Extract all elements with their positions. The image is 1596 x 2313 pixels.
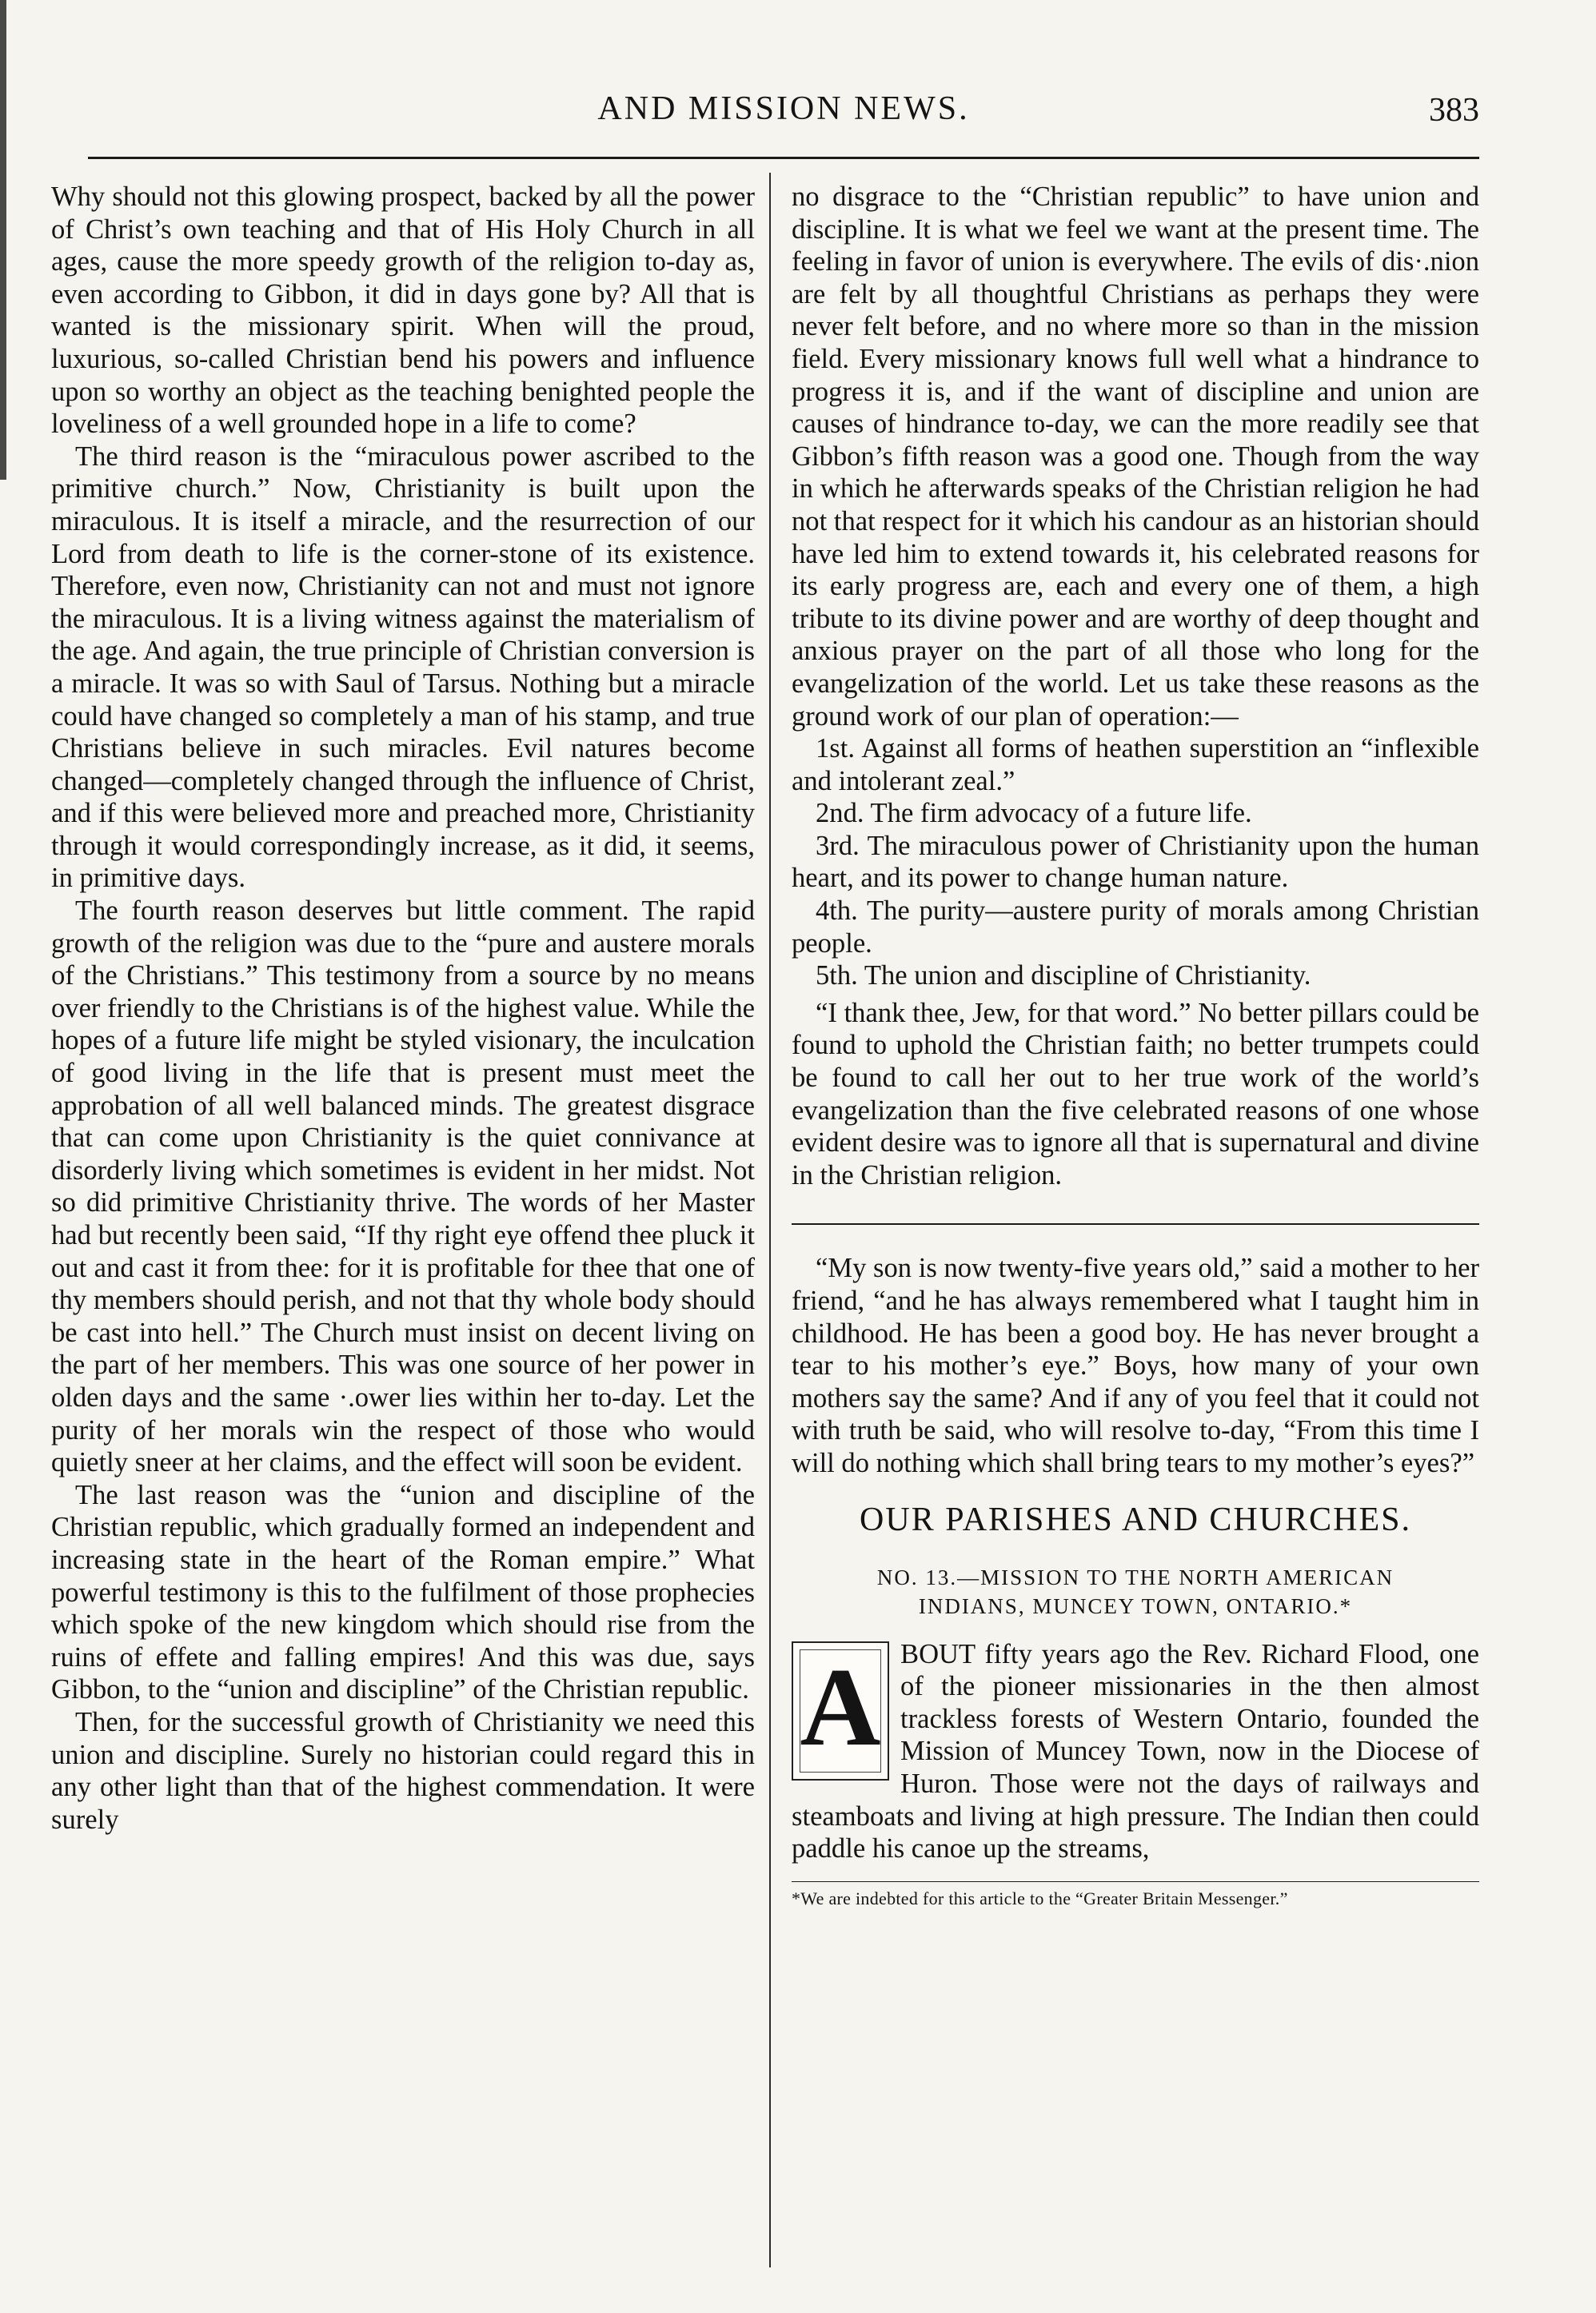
paragraph: The last reason was the “union and discipline of the Christian republic, which gradually formed an independent and increasing state in the heart of the Roman empire.” What powerful testimony is this to the fulfilment of those prophecies which spoke of the new kingdom which should rise from the ruins of effete and falling empires! And this was due, says Gibbon, to the “union and discipline” of the Christian republic. bbox=[51, 1479, 755, 1705]
page-number: 383 bbox=[1429, 92, 1479, 129]
footnote: *We are indebted for this article to the “Greater Britain Messenger.” bbox=[792, 1888, 1288, 1908]
reason-item: 4th. The purity—austere purity of morals among Christian people. bbox=[792, 895, 1479, 959]
dropcap-letter: A bbox=[800, 1645, 881, 1769]
article-body bbox=[792, 1638, 1479, 1865]
anecdote-paragraph: “My son is now twenty-five years old,” said a mother to her friend, “and he has always remembered what I taught him in childhood. He has been a good boy. He has never brought a tear to his mother’s eye.” Boys, how many of your own mothers say the same? And if any of you feel that it could not with truth be said, who will resolve to-day, “From this time I will do nothing which shall bring tears to my mother’s eyes?” bbox=[792, 1253, 1479, 1478]
paragraph: no disgrace to the “Christian republic” to have union and discipline. It is what we feel we want at the present time. The feeling in favor of union is everywhere. The evils of dis·.nion are felt by all thoughtful Christians as perhaps they were never felt before, and no where more so than in the mission field. Every missionary knows full well what a hindrance to progress it is, and if the want of discipline and union are causes of hindrance to-day, we can the more readily see that Gibbon’s fifth reason was a good one. Though from the way in which he afterwards speaks of the Christian religion he had not that respect for it which his candour as an historian should have led him to extend towards it, his celebrated reasons for its early progress are, each and every one of them, a high tribute to its divine power and are worthy of deep thought and anxious prayer on the part of all those who long for the evangelization of the world. Let us take these reasons as the ground work of our plan of operation:— bbox=[792, 181, 1479, 732]
footnote-rule bbox=[792, 1881, 1479, 1882]
header-rule bbox=[88, 157, 1479, 159]
paragraph: The third reason is the “miraculous power ascribed to the primitive church.” Now, Christianity is built upon the miraculous. It is itself a miracle, and the resurrection of our Lord from death to life is the corner-stone of its existence. Therefore, even now, Christianity can not and must not ignore the miraculous. It is a living witness against the materialism of the age. And again, the true principle of Christian conversion is a miracle. It was so with Saul of Tarsus. Nothing but a miracle could have changed so completely a man of his stamp, and true Christians believe in such miracles. Evil natures become changed—completely changed through the influence of Christ, and if this were believed more and preached more, Christianity through it would correspondingly increase, as it did, it seems, in primitive days. bbox=[51, 441, 755, 894]
binding-edge-mark bbox=[0, 0, 6, 480]
article-subheading bbox=[792, 1563, 1479, 1621]
section-heading: OUR PARISHES AND CHURCHES. bbox=[860, 1501, 1411, 1538]
column-divider bbox=[769, 173, 771, 2267]
reason-item: 1st. Against all forms of heathen superstition an “inflexible and intolerant zeal.” bbox=[792, 733, 1479, 796]
ornamental-dropcap bbox=[792, 1641, 889, 1781]
right-column bbox=[792, 181, 1479, 2275]
paragraph: The fourth reason deserves but little comment. The rapid growth of the religion was due to the “pure and austere morals of the Christians.” This testimony from a source by no means over friendly to the Christians is of the highest value. While the hopes of a future life might be styled visionary, the inculcation of good living in the life that is present must meet the approbation of all well balanced minds. The greatest disgrace that can come upon Christianity is the quiet connivance at disorderly living which sometimes is evident in her midst. Not so did primitive Christianity thrive. The words of her Master had but recently been said, “If thy right eye offend thee pluck it out and cast it from thee: for it is profitable for thee that one of thy members should perish, and not that thy whole body should be cast into hell.” The Church must insist on decent living on the part of her members. This was one source of her power in olden days and the same ·.ower lies within her to-day. Let the purity of her morals win the respect of those who would quietly sneer at her claims, and the effect will soon be evident. bbox=[51, 895, 755, 1478]
reason-item: 5th. The union and discipline of Christianity. bbox=[816, 960, 1311, 991]
paragraph: Why should not this glowing prospect, backed by all the power of Christ’s own teaching and that of His Holy Church in all ages, cause the more speedy growth of the religion to-day as, even according to Gibbon, it did in days gone by? All that is wanted is the missionary spirit. When will the proud, luxurious, so-called Christian bend his powers and influence upon so worthy an object as the teaching benighted people the loveliness of a well grounded hope in a life to come? bbox=[51, 181, 755, 440]
running-header-title: AND MISSION NEWS. bbox=[597, 90, 970, 127]
article-subheading-line: NO. 13.—MISSION TO THE NORTH AMERICAN bbox=[876, 1565, 1395, 1589]
reason-item: 3rd. The miraculous power of Christianity upon the human heart, and its power to change human nature. bbox=[792, 830, 1479, 894]
section-divider bbox=[792, 1223, 1479, 1225]
reason-item: 2nd. The firm advocacy of a future life. bbox=[816, 798, 1252, 829]
running-header bbox=[88, 90, 1479, 146]
paragraph: “I thank thee, Jew, for that word.” No better pillars could be found to uphold the Christian faith; no better trumpets could be found to call her out to her true work of the world’s evangelization than the five celebrated reasons of one whose evident desire was to ignore all that is supernatural and divine in the Christian religion. bbox=[792, 997, 1479, 1190]
paragraph: Then, for the successful growth of Christianity we need this union and discipline. Surely no historian could regard this in any other light than that of the highest commendation. It were surely bbox=[51, 1706, 755, 1835]
left-column bbox=[51, 181, 755, 2275]
article-subheading-line: INDIANS, MUNCEY TOWN, ONTARIO.* bbox=[918, 1593, 1353, 1618]
article-opening-paragraph: BOUT fifty years ago the Rev. Richard Flood, one of the pioneer missionaries in the then almost trackless forests of Western Ontario, founded the Mission of Muncey Town, now in the Diocese of Huron. Those were not the days of railways and steamboats and living at high pressure. The Indian then could paddle his canoe up the streams, bbox=[792, 1638, 1479, 1864]
